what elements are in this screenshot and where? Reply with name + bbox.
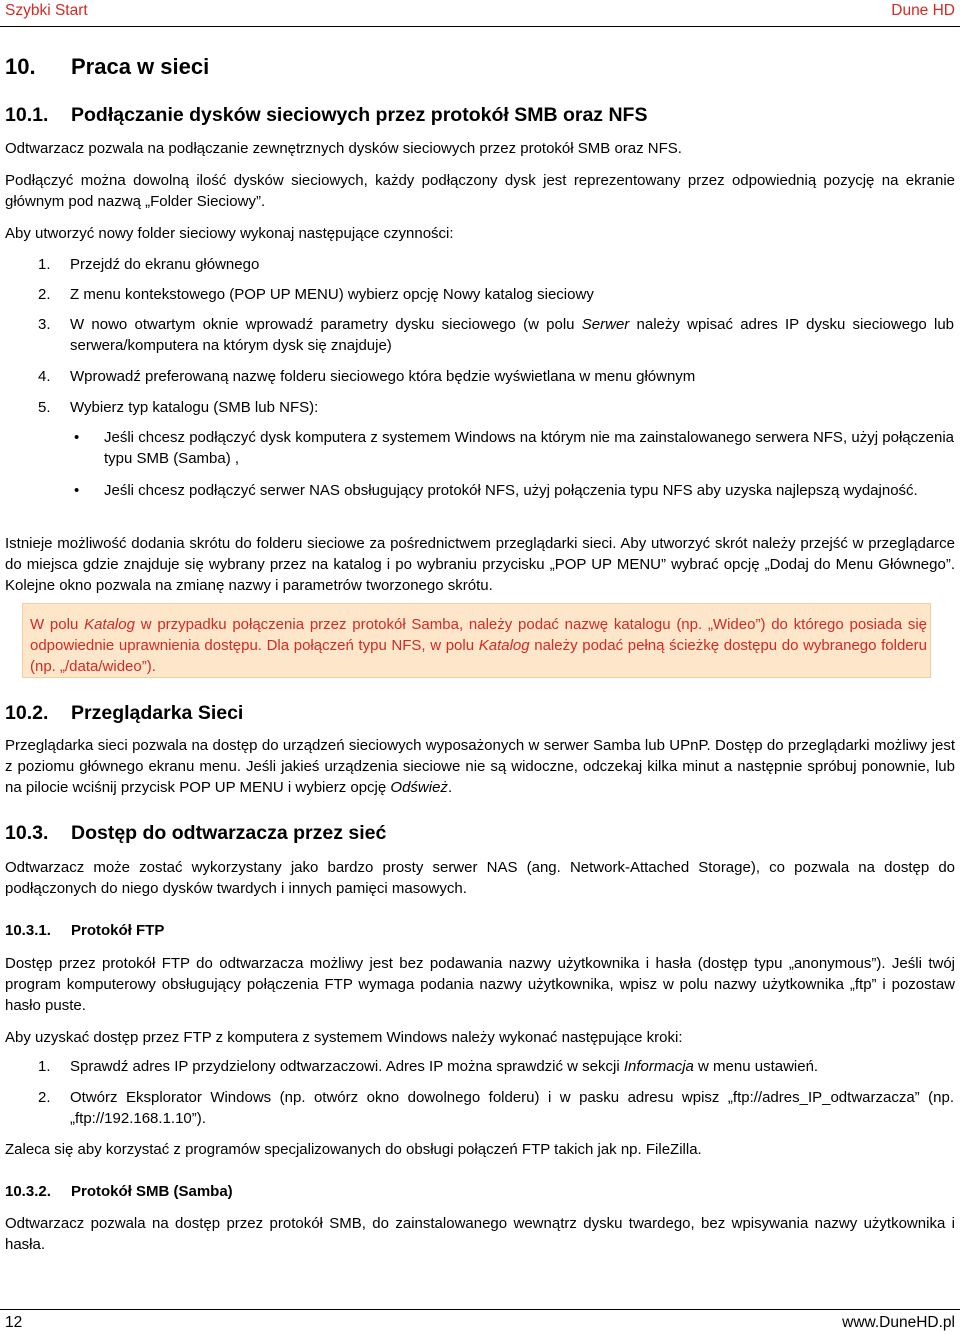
bullet-item: Jeśli chcesz podłączyć dysk komputera z systemem Windows na którym nie ma zainstalowanego serwera NFS, użyj połączenia typu SMB (Samba) , [104,429,954,467]
paragraph: Odtwarzacz pozwala na podłączanie zewnętrznych dysków sieciowych przez protokół SMB oraz NFS. [5,140,682,157]
text-run: W nowo otwartym oknie wprowadź parametry dysku sieciowego (w polu [70,316,582,333]
list-number: 2. [38,286,51,303]
text-run: należy wpisać adres IP dysku sieciowego lub serwera/komputera na którym dysk się znajduje) [70,316,955,354]
text-run: w przypadku połączenia przez protokół Samba, należy podać nazwę katalogu (np. „Wideo”) do którego posiada się odpowiednie uprawnienia dostępu. Dla połączeń typu NFS, w polu [30,616,927,654]
text-run: . [447,779,453,796]
header-title-right: Dune HD [891,2,955,19]
section-10-3-2-heading [5,1183,233,1200]
section-number: 10. [5,54,36,79]
list-item [70,314,954,356]
section-10-1-heading [5,104,647,127]
page-number: 12 [5,1314,23,1331]
header-title-left: Szybki Start [5,2,88,19]
list-number: 3. [38,316,51,333]
paragraph: Podłączyć można dowolną ilość dysków sieciowych, każdy podłączony dysk jest reprezentowany przez odpowiednią pozycję na ekranie głównym pod nazwą „Folder Sieciowy”. [5,172,955,210]
section-number: 10.3.2. [5,1183,51,1200]
section-title: Protokół SMB (Samba) [71,1183,233,1200]
text-run: Przeglądarka sieci pozwala na dostęp do urządzeń sieciowych wyposażonych w serwer Samba lub UPnP. Dostęp do przeglądarki możliwy jest z poziomu głównego ekranu menu. Jeśli jakieś urządzenia sieciowe nie są widoczne, odczekaj kilka minut a następnie spróbuj ponownie, lub na pilocie wciśnij przycisk POP UP MENU i wybierz opcję [5,737,955,796]
list-number: 1. [38,1058,51,1075]
section-number: 10.3.1. [5,922,51,939]
list-item: Z menu kontekstowego (POP UP MENU) wybierz opcję Nowy katalog sieciowy [70,286,594,303]
note-text [30,614,927,677]
section-number: 10.3. [5,822,49,844]
footer-divider [0,1309,960,1310]
paragraph: Aby uzyskać dostęp przez FTP z komputera z systemem Windows należy wykonać następujące kroki: [5,1029,683,1046]
paragraph: Odtwarzacz pozwala na dostęp przez protokół SMB, do zainstalowanego wewnątrz dysku twardego, bez wpisywania nazwy użytkownika i hasła. [5,1215,955,1253]
header-divider [0,26,960,27]
text-run-italic: Katalog [84,616,135,633]
paragraph: Aby utworzyć nowy folder sieciowy wykonaj następujące czynności: [5,225,454,242]
section-10-3-heading [5,822,386,845]
list-item [70,1056,950,1077]
list-item: Otwórz Eksplorator Windows (np. otwórz okno dowolnego folderu) i w pasku adresu wpisz „ftp://adres_IP_odtwarzacza” (np. „ftp://192.168.1.10”). [70,1089,954,1127]
paragraph [5,735,955,798]
section-10-3-1-heading [5,922,164,939]
text-run: Sprawdź adres IP przydzielony odtwarzaczowi. Adres IP można sprawdzić w sekcji [70,1058,624,1075]
section-title: Przeglądarka Sieci [71,702,244,724]
list-number: 1. [38,256,51,273]
section-10-2-heading [5,702,243,725]
text-run-italic: Informacja [623,1058,694,1075]
paragraph: Odtwarzacz może zostać wykorzystany jako bardzo prosty serwer NAS (ang. Network-Attached Storage), co pozwala na dostęp do podłączonych do niego dysków twardych i innych pamięci masowych. [5,859,955,897]
bullet-icon: • [74,429,80,446]
list-number: 4. [38,368,51,385]
text-run: należy podać pełną ścieżkę dostępu do wybranego folderu (np. „/data/wideo”). [30,637,927,675]
bullet-icon: • [74,482,80,499]
text-run-italic: Odśwież [390,779,448,796]
text-run: W polu [30,616,85,633]
list-number: 2. [38,1089,51,1106]
text-run-italic: Serwer [581,316,630,333]
text-run-italic: Katalog [478,637,530,654]
paragraph: Dostęp przez protokół FTP do odtwarzacza możliwy jest bez podawania nazwy użytkownika i hasła (dostęp typu „anonymous”). Jeśli twój program komputerowy obsługujący połączenia FTP wymaga podania nazwy użytkownika, wpisz w polu nazwy użytkownika „ftp” i pozostaw hasło puste. [5,955,955,1014]
list-item: Wybierz typ katalogu (SMB lub NFS): [70,399,319,416]
paragraph: Zaleca się aby korzystać z programów specjalizowanych do obsługi połączeń FTP takich jak np. FileZilla. [5,1141,702,1158]
list-number: 5. [38,399,51,416]
bullet-item: Jeśli chcesz podłączyć serwer NAS obsługujący protokół NFS, użyj połączenia typu NFS aby uzyska najlepszą wydajność. [104,482,918,499]
list-item: Przejdź do ekranu głównego [70,256,260,273]
section-title: Praca w sieci [71,54,210,79]
list-item: Wprowadź preferowaną nazwę folderu sieciowego która będzie wyświetlana w menu głównym [70,368,696,385]
paragraph: Istnieje możliwość dodania skrótu do folderu sieciowe za pośrednictwem przeglądarki sieci. Aby utworzyć skrót należy przejść w przeglądarce do miejsca gdzie znajduje się wybrany przez na katalog i po wybraniu przycisku „POP UP MENU” wybrać opcję „Dodaj do Menu Głównego”. Kolejne okno pozwala na zmianę nazwy i parametrów tworzonego skrótu. [5,535,955,594]
section-number: 10.2. [5,702,49,724]
section-title: Podłączanie dysków sieciowych przez protokół SMB oraz NFS [71,104,648,126]
section-title: Dostęp do odtwarzacza przez sieć [71,822,387,844]
footer-website: www.DuneHD.pl [842,1314,955,1331]
text-run: w menu ustawień. [693,1058,819,1075]
section-title: Protokół FTP [71,922,165,939]
section-number: 10.1. [5,104,49,126]
section-10-heading [5,54,209,80]
